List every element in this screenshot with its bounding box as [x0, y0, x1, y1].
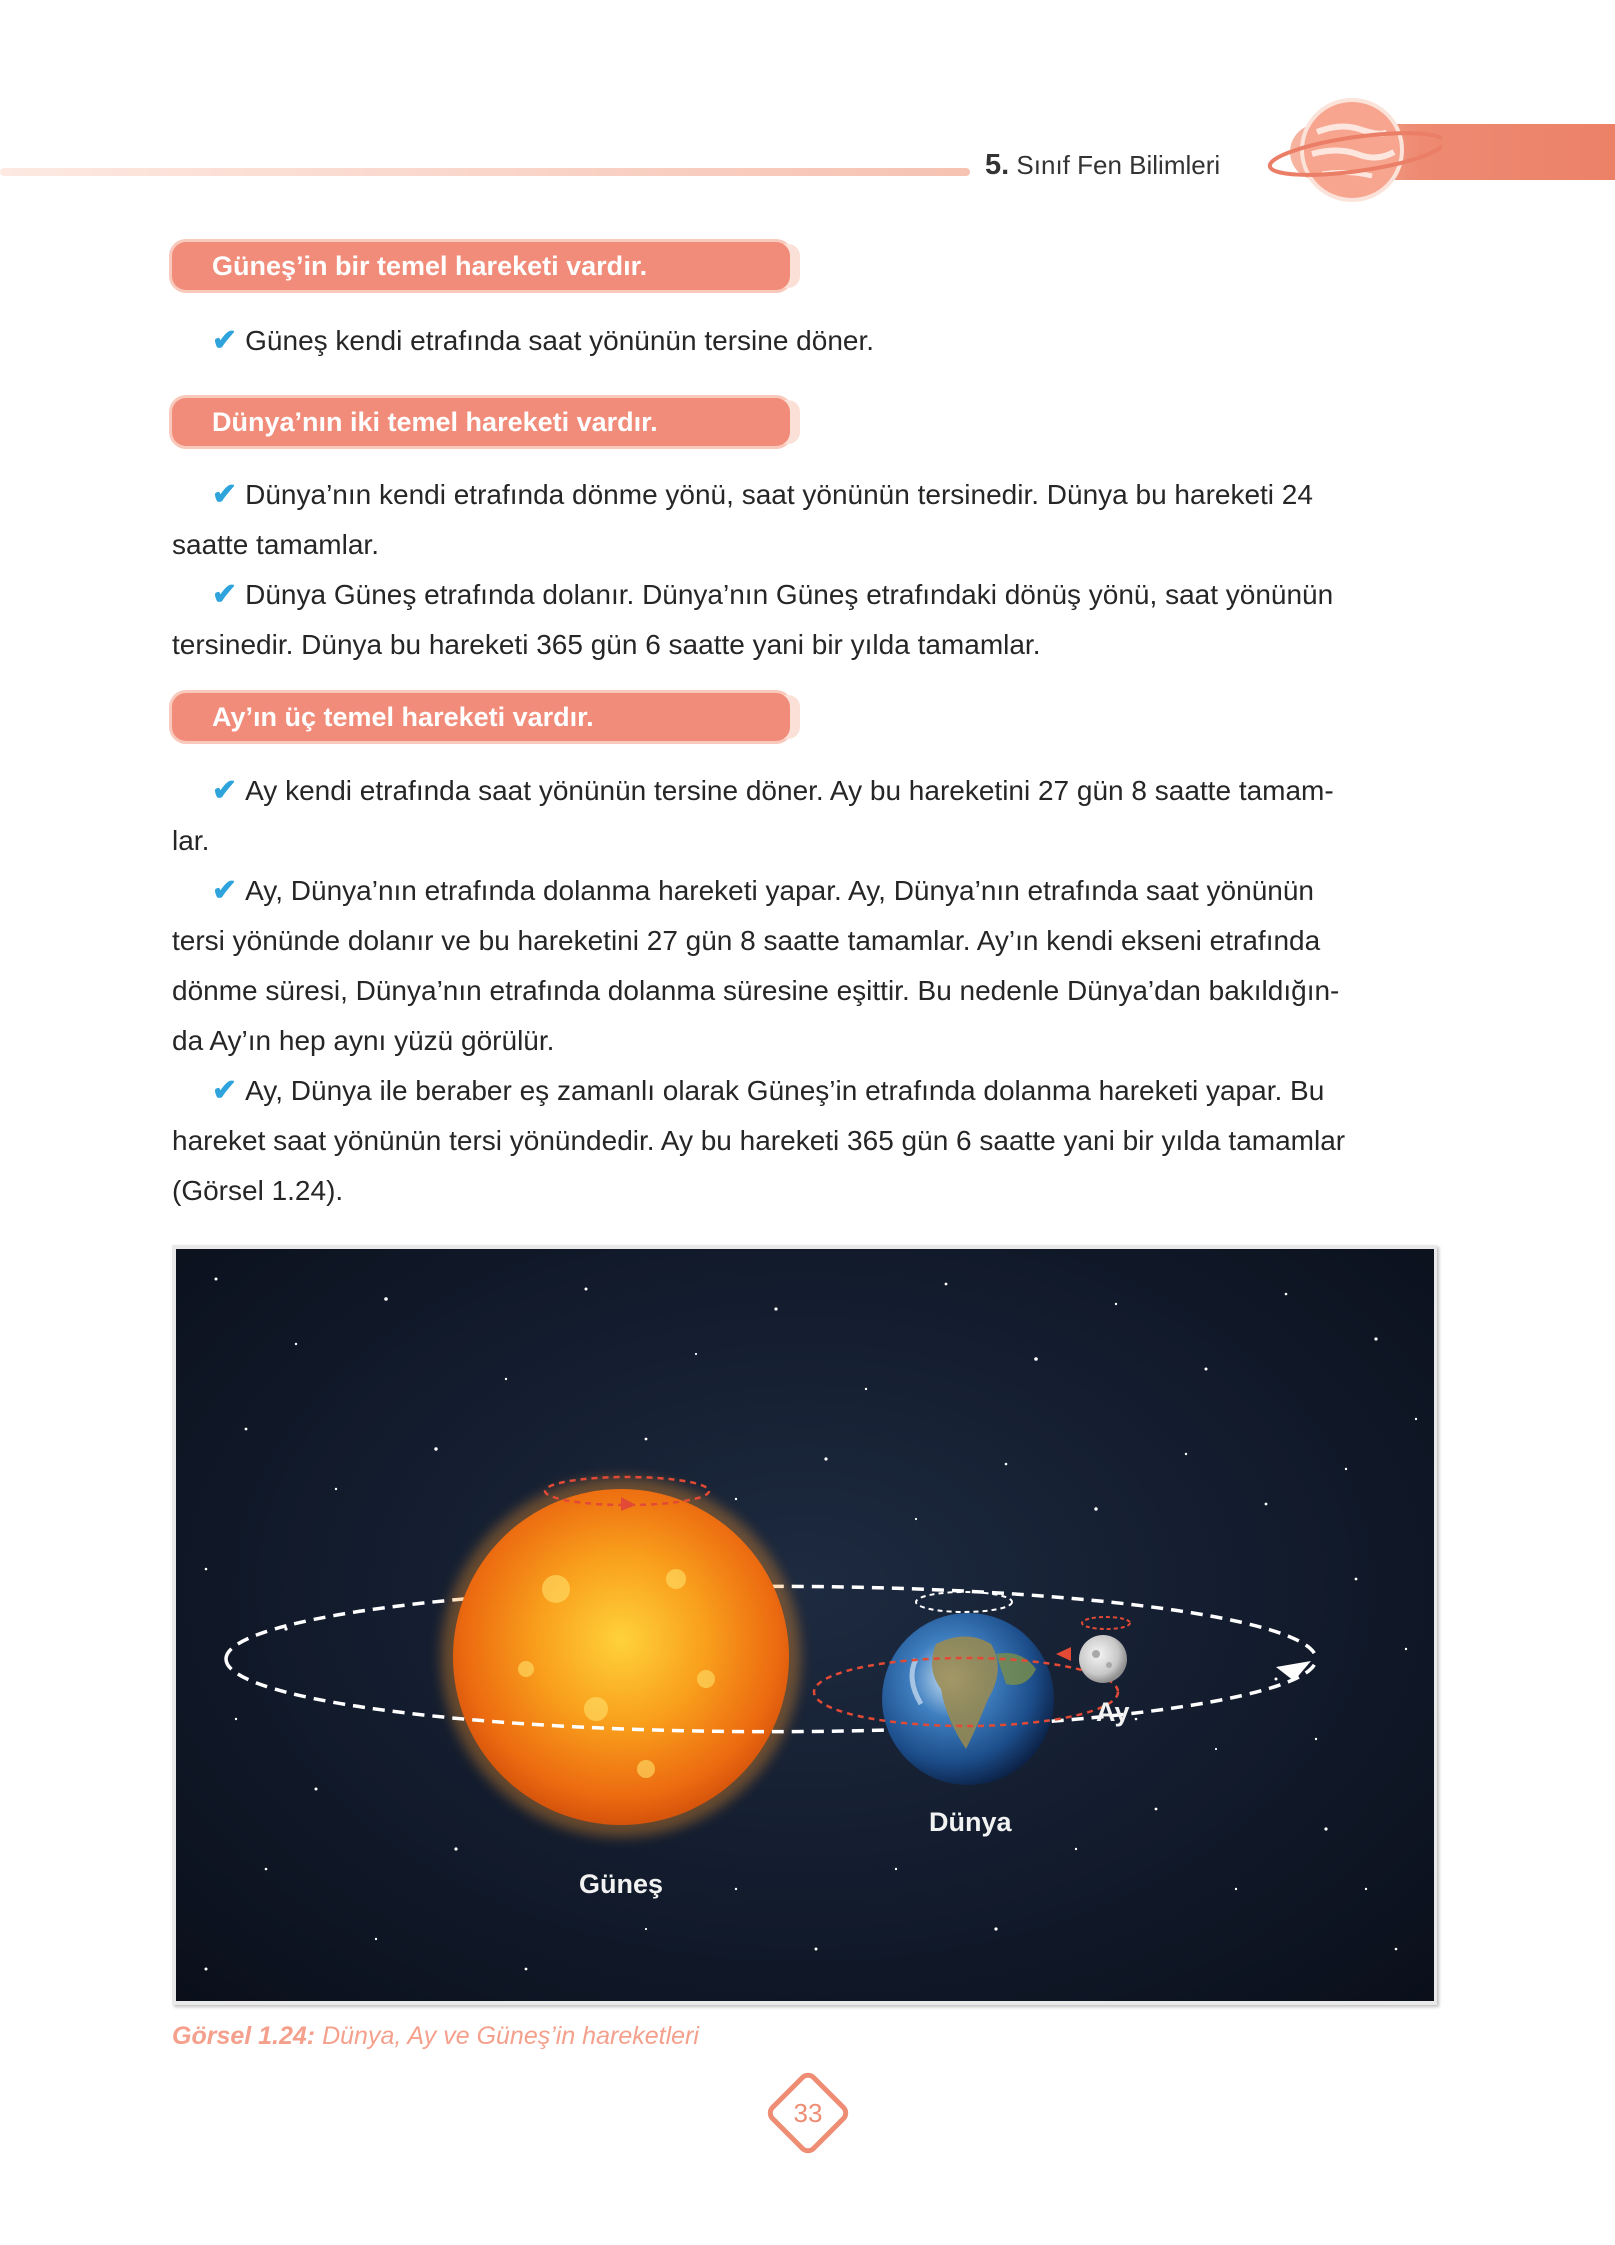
sun-label: Güneş	[579, 1869, 664, 1899]
planet-logo-icon	[1262, 92, 1442, 212]
check-icon: ✔	[212, 874, 238, 907]
figure-frame	[172, 1245, 1437, 2005]
text-line: ✔ Ay kendi etrafında saat yönünün tersine döner. Ay bu hareketini 27 gün 8 saatte tamam-	[212, 774, 1334, 807]
text-line: dönme süresi, Dünya’nın etrafında dolanma süresine eşittir. Bu nedenle Dünya’dan bakıldığın-	[172, 975, 1340, 1006]
check-icon: ✔	[212, 578, 238, 611]
text-line: saatte tamamlar.	[172, 529, 379, 560]
text-line: tersi yönünde dolanır ve bu hareketini 27 gün 8 saatte tamamlar. Ay’ın kendi ekseni etrafında	[172, 925, 1321, 956]
figure-caption	[172, 2022, 699, 2051]
text-line: ✔ Güneş kendi etrafında saat yönünün tersine döner.	[212, 324, 875, 357]
check-icon: ✔	[212, 1074, 238, 1107]
caption-text: Dünya, Ay ve Güneş’in hareketleri	[315, 2022, 699, 2050]
moon-icon	[1079, 1635, 1127, 1683]
header-title	[985, 149, 1220, 182]
text-line: (Görsel 1.24).	[172, 1175, 344, 1206]
section-title-moon: Ay’ın üç temel hareketi vardır.	[172, 693, 790, 741]
figure-illustration	[176, 1249, 1434, 2001]
paragraph-earth-rotation	[172, 470, 1442, 670]
header-decor-line	[0, 168, 970, 176]
text-line: ✔ Ay, Dünya’nın etrafında dolanma hareketi yapar. Ay, Dünya’nın etrafında saat yönünün	[212, 874, 1314, 907]
sun-icon	[453, 1489, 789, 1825]
page-number	[757, 2062, 859, 2164]
check-icon: ✔	[212, 774, 238, 807]
text-line: ✔ Dünya Güneş etrafında dolanır. Dünya’nın Güneş etrafındaki dönüş yönü, saat yönünün	[212, 578, 1334, 611]
page-number-text: 33	[793, 2098, 823, 2128]
section-title-sun: Güneş’in bir temel hareketi vardır.	[172, 242, 790, 290]
text-line: ✔ Dünya’nın kendi etrafında dönme yönü, saat yönünün tersinedir. Dünya bu hareketi 24	[212, 478, 1313, 511]
earth-label: Dünya	[929, 1807, 1012, 1837]
check-icon: ✔	[212, 478, 238, 511]
text-line: ✔ Ay, Dünya ile beraber eş zamanlı olarak Güneş’in etrafında dolanma hareketi yapar. Bu	[212, 1074, 1325, 1107]
grade-number: 5.	[985, 149, 1010, 181]
text-line: da Ay’ın hep aynı yüzü görülür.	[172, 1025, 555, 1056]
solar-system-figure	[176, 1249, 1434, 2001]
text-line: lar.	[172, 825, 210, 856]
text-line: tersinedir. Dünya bu hareketi 365 gün 6 saatte yani bir yılda tamamlar.	[172, 629, 1041, 660]
paragraph-moon-motions	[172, 766, 1442, 1216]
caption-reference: Görsel 1.24:	[172, 2022, 316, 2050]
moon-label: Ay	[1096, 1697, 1130, 1727]
paragraph-sun-rotation	[172, 316, 1442, 366]
stars	[205, 1278, 1418, 1971]
section-title-earth: Dünya’nın iki temel hareketi vardır.	[172, 398, 790, 446]
text-line: hareket saat yönünün tersi yönündedir. Ay bu hareketi 365 gün 6 saatte yani bir yılda tamamlar	[172, 1125, 1346, 1156]
subject-name: Sınıf Fen Bilimleri	[1016, 150, 1221, 180]
check-icon: ✔	[212, 324, 238, 357]
